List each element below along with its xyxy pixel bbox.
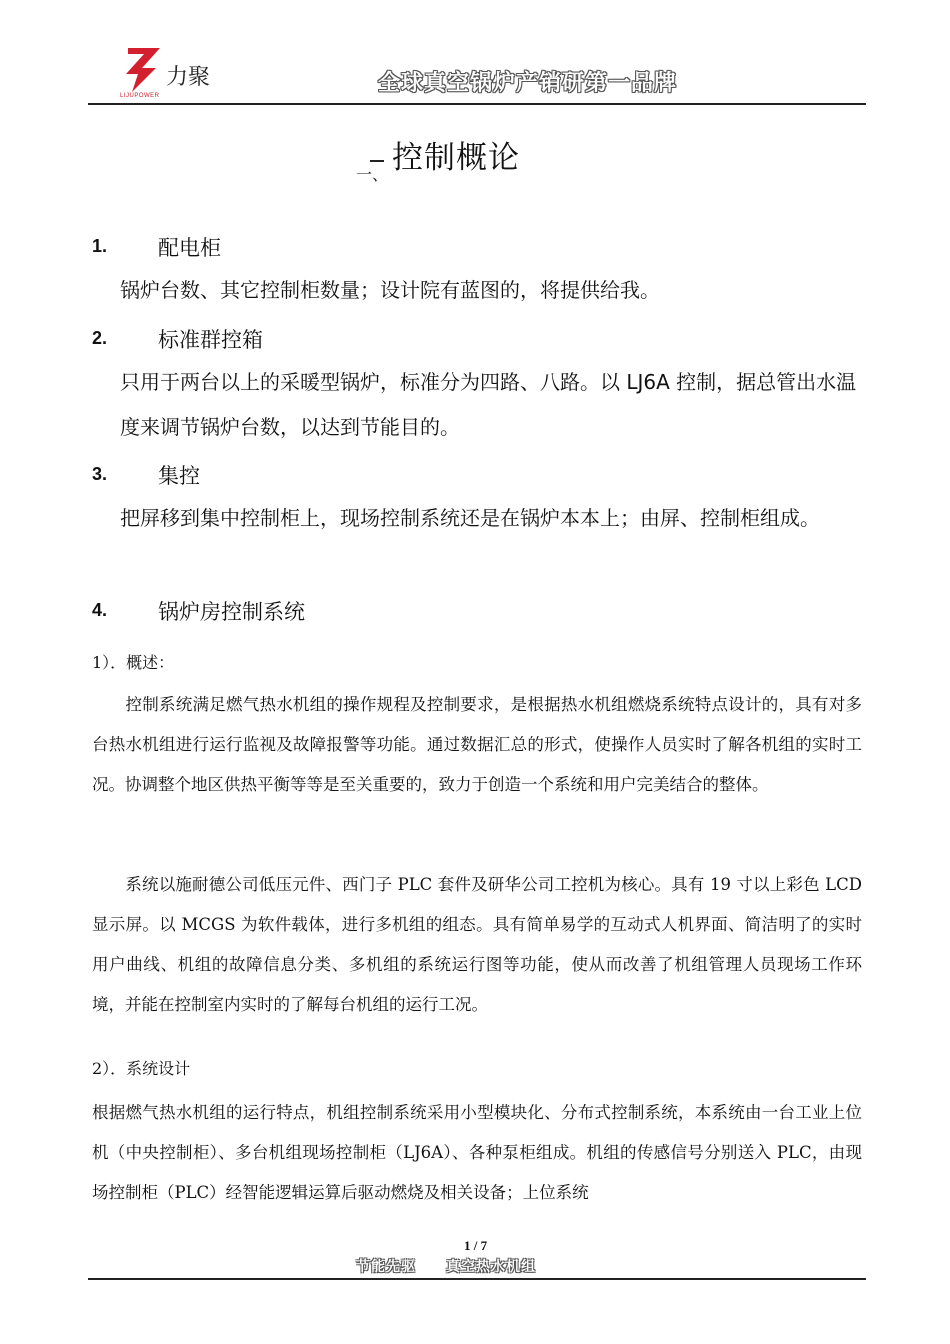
page-title: 控制概论	[392, 140, 520, 176]
body-paragraph: 根据燃气热水机组的运行特点，机组控制系统采用小型模块化、分布式控制系统，本系统由一台工业上位机（中央控制柜）、多台机组现场控制柜（LJ6A）、各种泵柜组成。机组的传感信号分别送入 PLC，由现场控制柜（PLC）经智能逻辑运算后驱动燃烧及相关设备；上位系统	[92, 1103, 862, 1202]
section-body: 把屏移到集中控制柜上，现场控制系统还是在锅炉本本上；由屏、控制柜组成。	[120, 506, 820, 530]
section-number: 1.	[92, 236, 108, 256]
subsection-label: 1）．概述：	[92, 653, 175, 672]
header-slogan: 全球真空锅炉产销研第一品牌	[378, 71, 678, 96]
subsection-label: 2）．系统设计	[92, 1059, 191, 1078]
section-heading: 标准群控箱	[158, 328, 263, 352]
section-number: 3.	[92, 464, 108, 484]
brand-logo-icon	[122, 44, 164, 94]
section-number: 4.	[92, 600, 108, 620]
footer-divider	[88, 1278, 866, 1280]
body-paragraph: 控制系统满足燃气热水机组的操作规程及控制要求，是根据热水机组燃烧系统特点设计的，具有对多台热水机组进行运行监视及故障报警等功能。通过数据汇总的形式，使操作人员实时了解各机组的实时工况。协调整个地区供热平衡等等是至关重要的，致力于创造一个系统和用户完美结合的整体。	[92, 695, 862, 794]
brand-name: 力聚	[166, 65, 211, 90]
section-heading: 配电柜	[158, 236, 221, 260]
header-divider	[88, 103, 866, 105]
body-paragraph: 系统以施耐德公司低压元件、西门子 PLC 套件及研华公司工控机为核心。具有 19 寸以上彩色 LCD 显示屏。以 MCGS 为软件载体，进行多机组的组态。具有简单易学的互动式人机界面、简洁明了的实时用户曲线、机组的故障信息分类、多机组的系统运行图等功能，使从而改善了机组管理人员现场工作环境，并能在控制室内实时的了解每台机组的运行工况。	[92, 875, 862, 1014]
title-prefix: 一、	[356, 165, 389, 184]
section-heading: 集控	[158, 464, 200, 488]
page-number: 1 / 7	[464, 1238, 488, 1253]
brand-sub: LIJUPOWER	[120, 93, 160, 99]
section-heading: 锅炉房控制系统	[158, 600, 305, 624]
section-number: 2.	[92, 328, 108, 348]
footer-slogan: 节能先驱 真空热水机组	[356, 1259, 536, 1275]
section-body: 只用于两台以上的采暖型锅炉，标准分为四路、八路。以 LJ6A 控制，据总管出水温度来调节锅炉台数，以达到节能目的。	[120, 370, 857, 439]
section-body: 锅炉台数、其它控制柜数量；设计院有蓝图的，将提供给我。	[120, 278, 660, 302]
